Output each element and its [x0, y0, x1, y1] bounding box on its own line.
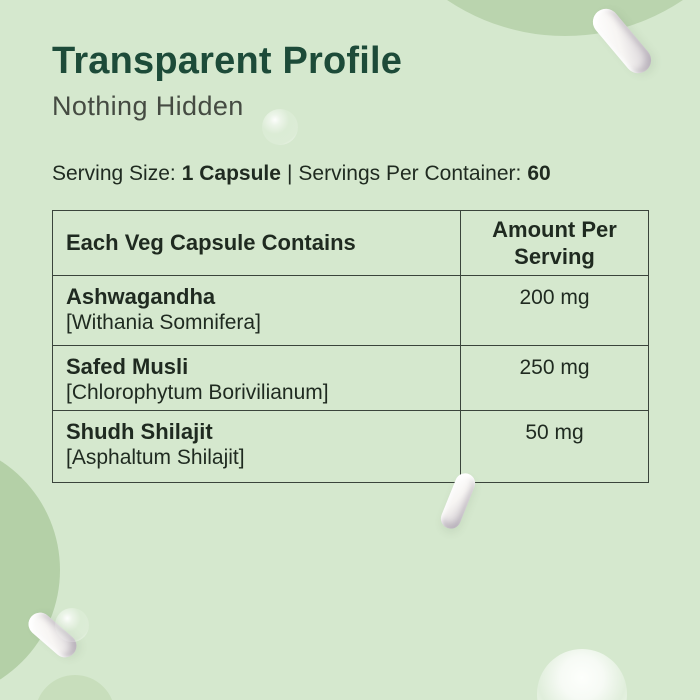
ingredient-botanical-name: [Withania Somnifera] [66, 311, 261, 334]
servings-per-container-label: Servings Per Container: [298, 162, 522, 185]
ingredient-cell [53, 346, 461, 411]
ingredient-cell [53, 411, 461, 483]
supplement-facts-table [52, 210, 649, 483]
ingredient-name: Shudh Shilajit [66, 419, 213, 444]
amount-cell: 250 mg [461, 346, 649, 411]
ingredient-cell [53, 276, 461, 346]
background-circle-top-right [354, 0, 700, 36]
table-row [53, 346, 649, 411]
serving-info-line [52, 162, 551, 186]
amount-cell: 200 mg [461, 276, 649, 346]
ingredient-botanical-name: [Chlorophytum Borivilianum] [66, 381, 329, 404]
ingredient-botanical-name: [Asphaltum Shilajit] [66, 446, 245, 469]
table-header-row [53, 211, 649, 276]
bubble-icon [262, 109, 298, 145]
bubble-icon [55, 608, 89, 642]
table-row [53, 411, 649, 483]
bubble-icon [537, 649, 627, 700]
background-circle-bottom-small [35, 675, 115, 700]
servings-per-container-value: 60 [527, 162, 551, 185]
table-header-amount: Amount Per Serving [461, 211, 649, 276]
background-circle-bottom-left [0, 440, 60, 700]
page-title: Transparent Profile [52, 40, 403, 82]
table-row [53, 276, 649, 346]
ingredient-name: Safed Musli [66, 354, 189, 379]
serving-size-label: Serving Size: [52, 162, 176, 185]
table-header-ingredient: Each Veg Capsule Contains [53, 211, 461, 276]
page-subtitle: Nothing Hidden [52, 91, 244, 121]
serving-separator: | [286, 162, 293, 185]
serving-size-value: 1 Capsule [181, 162, 281, 185]
ingredient-name: Ashwagandha [66, 284, 216, 309]
amount-cell: 50 mg [461, 411, 649, 483]
